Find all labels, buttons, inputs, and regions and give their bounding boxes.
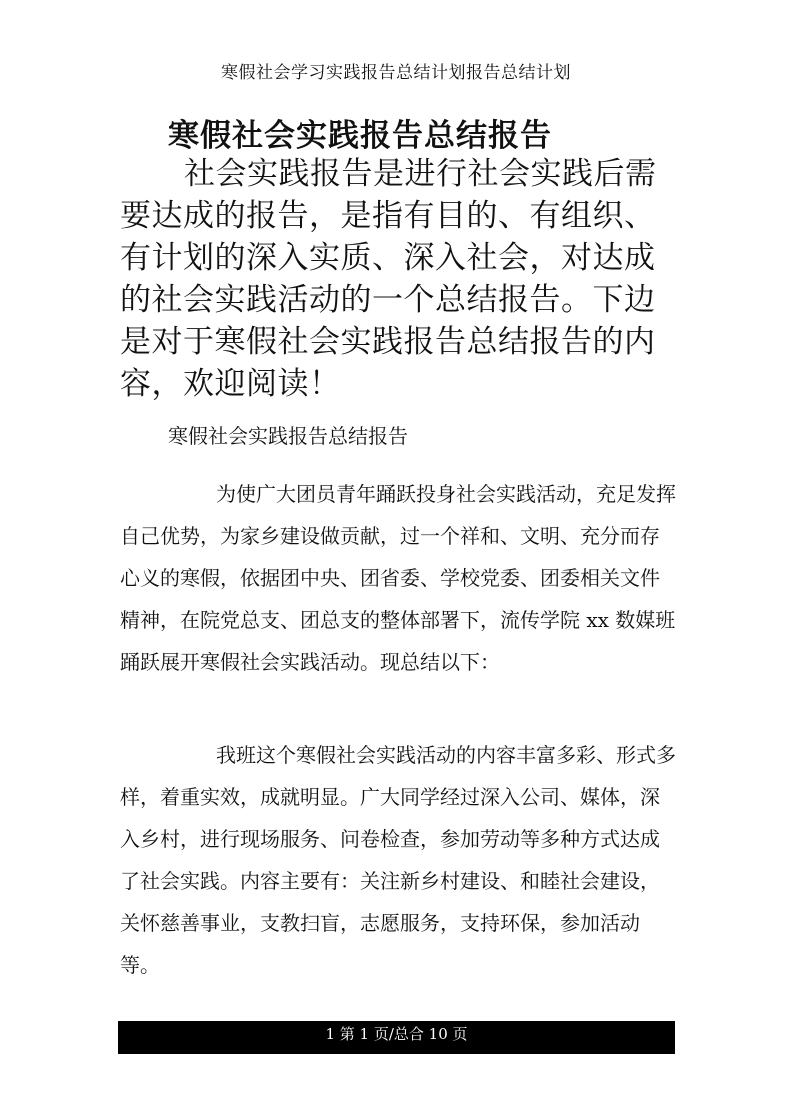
body-paragraph-2: 我班这个寒假社会实践活动的内容丰富多彩、形式多样，着重实效，成就明显。广大同学经过深入公司、媒体，深入乡村，进行现场服务、问卷检查，参加劳动等多种方式达成了社会实践。内容主要有：关注新乡村建设、和睦社会建设，关怀慈善事业，支教扫盲，志愿服务，支持环保，参加活动等。 <box>120 743 676 977</box>
body-paragraph-1: 为使广大团员青年踊跃投身社会实践活动，充足发挥自己优势，为家乡建设做贡献，过一个祥和、文明、充分而存心义的寒假，依据团中央、团省委、学校党委、团委相关文件精神，在院党总支、团总支的整体部署下，流传学院 xx 数媒班踊跃展开寒假社会实践活动。现总结以下： <box>120 482 676 674</box>
running-header: 寒假社会学习实践报告总结计划报告总结计划 <box>221 63 571 83</box>
intro-paragraph: 社会实践报告是进行社会实践后需要达成的报告，是指有目的、有组织、有计划的深入实质、深入社会，对达成的社会实践活动的一个总结报告。下边是对于寒假社会实践报告总结报告的内容，欢迎阅读！ <box>120 156 657 402</box>
document-title: 寒假社会实践报告总结报告 <box>168 118 552 154</box>
page-footer <box>118 1021 675 1054</box>
section-subtitle: 寒假社会实践报告总结报告 <box>168 424 408 448</box>
page-number-label: 1 第 1 页/总合 10 页 <box>325 1025 468 1043</box>
